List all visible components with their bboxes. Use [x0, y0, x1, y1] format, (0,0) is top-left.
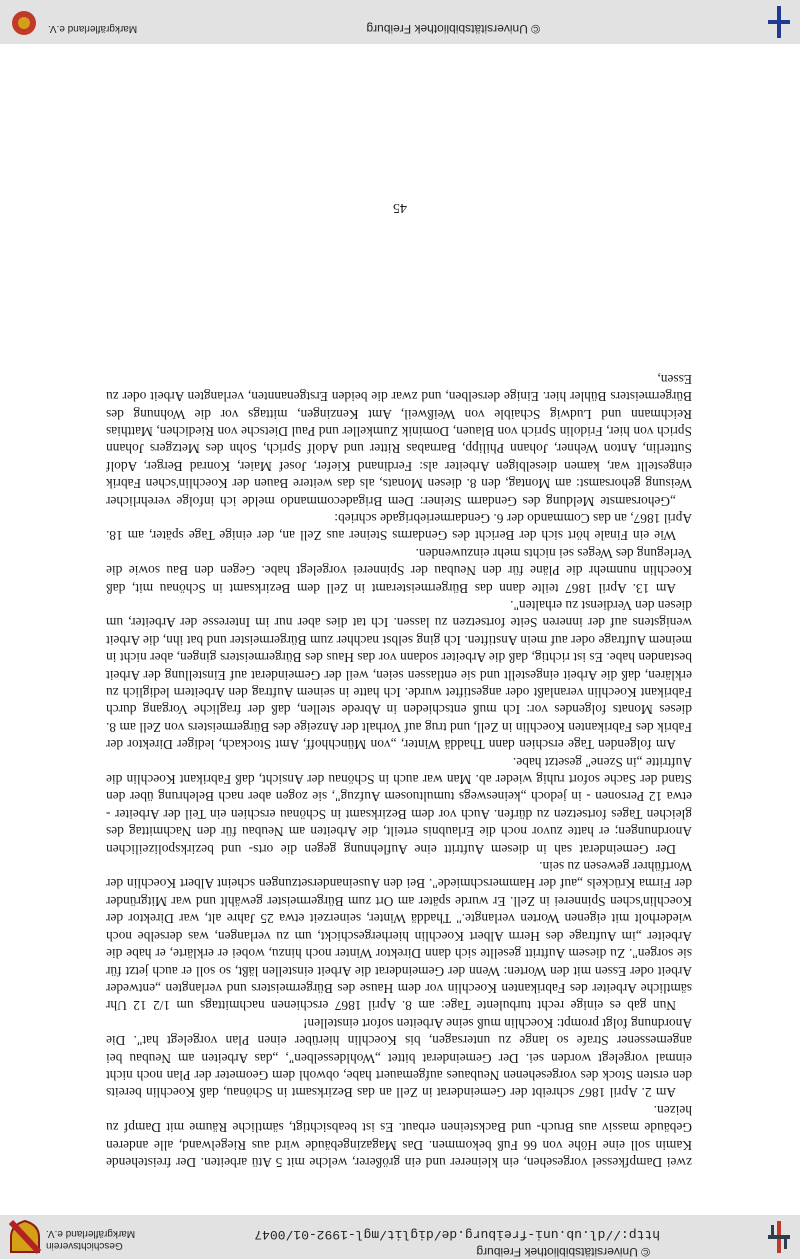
paragraph-3: Nun gab es einige recht turbulente Tage: am 8. April 1867 erschienen nachmittags um 1/2 12 Uhr sämtliche Arbeiter des Fabrikanten Koechlin vor dem Hause des Bürgermeisters und verlangten „entweder Arbeit oder Essen mit den Worten: Wenn der Gemeinderat die Arbeit einstellen läßt, so soll er auch jetzt für sie sorgen". Zu diesem Auftritt gesellte sich dann Direktor Winter noch hinzu, wobei er erklärte, er habe die Arbeiter „im Auftrage des Herrn Albert Koechlin hierhergeschickt, um zu verlangen, was derselbe noch wiederholt mit eigenen Worten verlangte." Thaddä Winter, seinerzeit etwa 25 Jahre alt, war Direktor der Koechlin'schen Spinnerei in Zell. Er wurde später am Ort zum Bürgermeister gewählt und war Mitgründer der Firma Krückels „auf der Hammerschmiede". Bei den Auseinandersetzungen scheint Albert Koechlin der Wortführer gewesen zu sein.	[106, 859, 692, 1014]
footer-bar	[0, 0, 800, 44]
paragraph-6: Am 13. April 1867 teilte dann das Bürgermeisteramt in Zell dem Bezirksamt in Schönau mit, daß Koechlin nunmehr die Pläne für den Neubau der Spinnerei vorgelegt habe. Gegen den Bau sowie die Verlegung des Weges sei nichts mehr einzuwenden.	[106, 545, 692, 596]
ub-freiburg-logo-icon	[764, 1219, 794, 1255]
society-name	[46, 1227, 135, 1251]
society-line-1: Geschichtsverein	[46, 1240, 123, 1251]
document-page	[106, 370, 692, 1171]
society-line-2: Markgräflerland e.V.	[46, 1228, 136, 1239]
paragraph-7: Wie ein Finale hört sich der Bericht des Gendarms Steiner aus Zell an, der einige Tage später, am 18. April 1867, an das Commando der 6. Gendarmeriebrigade schrieb:	[106, 510, 692, 544]
footer-crest-icon	[8, 8, 40, 38]
paragraph-8: „Gehorsamste Meldung des Gendarm Steiner: Dem Brigadecommando melde ich infolge verehrlicher Weisung gehorsamst: am Montag, den 8. diesen Monats, als das weitere Bauen der Koechlin'schen Fabrik eingestellt war, kamen dieselbigen Arbeiter als: Ferdinand Kiefer, Josef Maier, Konrad Berger, Adolf Sutterlin, Anton Wehner, Johann Philipp, Barnabas Ritter und Adolf Sprich, Sohn des Metzgers Johann Sprich von hier, Fridolin Sprich von Blauen, Dominik Zumkeller und Paul Dietsche von Riedichen, Matthias Reichmann und Ludwig Schaible von Weißweil, Amt Kenzingen, mittags vor die Wohnung des Bürgermeisters Bühler hier. Einige derselben, und zwar die beiden Erstgenannten, verlangten Arbeit oder zu Essen,	[106, 371, 692, 509]
footer-credit: © Universitätsbibliothek Freiburg	[366, 22, 540, 36]
header-url[interactable]: http://dl.ub.uni-freiburg.de/diglit/mgl-1992-01/0047	[254, 1227, 660, 1242]
paragraph-1: zwei Dampfkessel vorgesehen, ein kleinerer und ein größerer, welche mit 5 Atü arbeiten. Der freistehende Kamin soll eine Höhe von 66 Fuß bekommen. Das Magazingebäude wird aus Riegelwand, alle anderen Gebäude massiv aus Bruch- und Backsteinen erbaut. Es ist beabsichtigt, sämtliche Räume mit Dampf zu heizen.	[106, 1102, 692, 1170]
paragraph-5: Am folgenden Tage erschien dann Thaddä Winter, „von Münchhoff, Amt Stockach, lediger Direktor der Fabrik des Fabrikanten Koechlin in Zell, und trug auf Vorhalt der Anzeige des Bürgermeisters von Zell am 8. dieses Monats folgendes vor: Ich muß entschieden in Abrede stellen, daß der fragliche Vorgang durch Fabrikant Koechlin veranlaßt oder angestiftet wurde. Ich hatte in seinem Auftrag den Arbeitern lediglich zu erklären, daß die Arbeit eingestellt und sie entlassen seien, weil der Gemeinderat auf Einstellung der Arbeit bestanden habe. Es ist richtig, daß die Arbeiter sodann vor das Haus des Bürgermeisters gingen, aber nicht in meinem Auftrage oder auf mein Anstiften. Ich ging selbst nachher zum Bürgermeister und bat ihn, die Arbeit wenigstens auf der inneren Seite fortsetzen zu lassen. Ich tat dies aber nur im Interesse der Arbeiter, um diesen den Verdienst zu erhalten".	[106, 598, 692, 753]
header-bar	[0, 1215, 800, 1259]
header-credit: © Universitätsbibliothek Freiburg	[476, 1245, 650, 1259]
paragraph-2: Am 2. April 1867 schreibt der Gemeinderat in Zell an das Bezirksamt in Schönau, daß Koechlin bereits den ersten Stock des vorgesehenen Neubaues aufgemauert habe, obwohl dem Geometer der Plan noch nicht einmal vorgelegt worden sei. Der Gemeinderat bittet „Wohldesselben", „das Arbeiten am Neubau bei angemessener Strafe so lange zu untersagen, bis Koechlin hierüber einen Plan vorgelegt hat". Die Anordnung folgt prompt: Koechlin muß seine Arbeiten sofort einstellen!	[106, 1015, 692, 1101]
ub-freiburg-logo-small-icon	[764, 4, 794, 40]
paragraph-4: Der Gemeinderat sah in diesem Auftritt eine Auflehnung gegen die orts- und bezirkspolizeilichen Anordnungen; er hatte zuvor noch die Erlaubnis erteilt, die Arbeiten am Neubau für den Nachmittag des gleichen Tages fortsetzen zu dürfen. Auch vor dem Bezirksamt in Schönau erschien ein Teil der Arbeiter - etwa 12 Personen - in jedoch „keineswegs tumultuosem Aufzug", sie zogen aber nach Belehrung über den Stand der Sache sofort ruhig wieder ab. Man war auch in Schönau der Ansicht, daß Fabrikant Koechlin die Auftritte „in Szene" gesetzt habe.	[106, 754, 692, 857]
society-crest-icon	[8, 1219, 42, 1255]
footer-society: Markgräflerland e.V.	[48, 23, 138, 34]
page-number: 45	[393, 200, 407, 215]
